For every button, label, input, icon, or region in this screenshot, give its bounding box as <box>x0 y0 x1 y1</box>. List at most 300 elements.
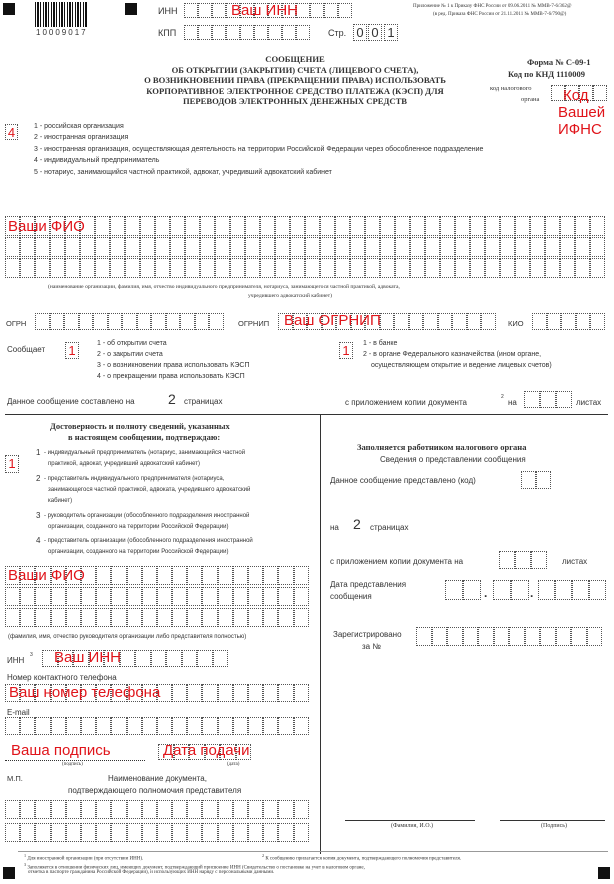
name-row-1-cell <box>545 216 560 236</box>
doc-row-2-cell <box>172 823 187 842</box>
email-field-cell <box>187 717 202 735</box>
ogrn-field-cell <box>151 313 166 330</box>
confirm-fio-row-3-cell <box>202 608 217 627</box>
ogrn-field-cell <box>195 313 210 330</box>
tax-attach-field-cell <box>515 551 531 569</box>
name-row-3-cell <box>80 258 95 278</box>
name-row-2-cell <box>260 237 275 257</box>
name-row-1-cell <box>410 216 425 236</box>
name-row-3-cell <box>20 258 35 278</box>
tax-code-field-cell <box>593 85 607 101</box>
doc-row-1-cell <box>51 800 66 819</box>
name-row-2-cell <box>590 237 605 257</box>
org-type-options <box>34 121 483 178</box>
kio-field-cell <box>590 313 605 330</box>
tax-reg-field-cell <box>478 627 494 646</box>
name-row-2-cell <box>545 237 560 257</box>
phone-field-cell <box>187 684 202 702</box>
name-hint: Ваши ФИО <box>8 218 85 235</box>
confirm-fio-row-3-cell <box>81 608 96 627</box>
doc-row-1-cell <box>81 800 96 819</box>
confirm-fio-row-3-cell <box>263 608 278 627</box>
kpp-field-cell <box>198 25 212 40</box>
doc-row-1-cell <box>294 800 309 819</box>
tax-code-label-2: органа <box>521 96 540 103</box>
name-row-3-cell <box>380 258 395 278</box>
name-row-3-cell <box>35 258 50 278</box>
name-row-2-cell <box>140 237 155 257</box>
kpp-field-cell <box>268 25 282 40</box>
name-row-3-cell <box>410 258 425 278</box>
inn-field-cell <box>184 3 198 18</box>
email-field-cell <box>294 717 309 735</box>
org-type-option-5: 5 - нотариус, занимающийся частной практикой, адвокат, учредивший адвокатский кабинет <box>34 168 332 176</box>
title-line-5: ПЕРЕВОДОВ ЭЛЕКТРОННЫХ ДЕНЕЖНЫХ СРЕДСТВ <box>182 96 408 106</box>
name-row-1-cell <box>500 216 515 236</box>
phone-hint: Ваш номер телефона <box>9 684 161 701</box>
doc-row-1-cell <box>35 800 50 819</box>
confirm-fio-row-2-cell <box>202 587 217 606</box>
tax-reg-field-cell <box>571 627 587 646</box>
page-label: Стр. <box>328 28 347 38</box>
email-field-cell <box>51 717 66 735</box>
submitted-code-field-cell <box>536 471 551 489</box>
doc-row-2[interactable] <box>5 823 309 842</box>
confirm-fio-row-2[interactable] <box>5 587 309 606</box>
confirm-fio-row-3-cell <box>96 608 111 627</box>
confirm-fio-row-3-cell <box>20 608 35 627</box>
email-field-cell <box>218 717 233 735</box>
confirm-fio-row-1-cell <box>233 566 248 585</box>
kio-field-cell <box>532 313 547 330</box>
name-row-2-cell <box>320 237 335 257</box>
tax-date-month[interactable] <box>493 580 529 600</box>
name-row-3-cell <box>515 258 530 278</box>
phone-field-cell <box>278 684 293 702</box>
email-field-cell <box>96 717 111 735</box>
phone-field-cell <box>263 684 278 702</box>
name-row-2-cell <box>515 237 530 257</box>
ogrn-field-cell <box>79 313 94 330</box>
name-row-2-cell <box>20 237 35 257</box>
attach-sheets-field-cell <box>524 391 540 408</box>
name-row-1-cell <box>515 216 530 236</box>
tax-reg-field-cell <box>587 627 603 646</box>
confirm-fio-row-3-cell <box>111 608 126 627</box>
name-row-1-cell <box>395 216 410 236</box>
email-field-cell <box>142 717 157 735</box>
confirm-fio-row-3-cell <box>51 608 66 627</box>
kpp-field-cell <box>226 25 240 40</box>
attach-sheets-field[interactable] <box>524 391 572 408</box>
signature-caption: (подпись) <box>62 762 83 767</box>
confirm-fio-row-1-cell <box>111 566 126 585</box>
tax-reg-field[interactable] <box>416 627 602 646</box>
inn-label: ИНН <box>158 6 178 16</box>
title-line-1: СООБЩЕНИЕ <box>265 54 325 64</box>
corner-mark-top-right <box>125 3 137 15</box>
name-row-2-cell <box>395 237 410 257</box>
name-row-2-cell <box>365 237 380 257</box>
confirm-fio-row-1-cell <box>248 566 263 585</box>
tax-attach-label: с приложением копии документа на <box>330 557 464 566</box>
ogrnip-field-cell <box>380 313 395 330</box>
attach-on: на <box>508 398 517 407</box>
confirm-inn-field-cell <box>213 650 229 667</box>
confirm-fio-row-2-cell <box>187 587 202 606</box>
tax-reg-field-cell <box>525 627 541 646</box>
doc-title-1: Наименование документа, <box>108 774 207 783</box>
inn-field-cell <box>310 3 324 18</box>
doc-title-2: подтверждающего полномочия представителя <box>68 786 242 795</box>
tax-pages-on: на <box>330 523 339 532</box>
name-row-1-cell <box>140 216 155 236</box>
name-row-1-cell <box>290 216 305 236</box>
name-row-2-cell <box>215 237 230 257</box>
email-label: E-mail <box>7 708 30 717</box>
where-value[interactable]: 1 <box>339 342 353 359</box>
ogrn-field-cell <box>209 313 224 330</box>
name-row-3-cell <box>215 258 230 278</box>
confirm-fio-row-1-cell <box>127 566 142 585</box>
confirm-num-4: 4 <box>36 536 41 545</box>
name-row-2-cell <box>335 237 350 257</box>
tax-office-title: Заполняется работником налогового органа <box>357 442 527 452</box>
kio-field-cell <box>576 313 591 330</box>
name-row-2-cell <box>5 237 20 257</box>
tax-code-hint-1: Код <box>563 87 589 104</box>
confirm-fio-row-1-cell <box>172 566 187 585</box>
name-row-1-cell <box>350 216 365 236</box>
confirm-fio-row-1-cell <box>294 566 309 585</box>
kpp-label: КПП <box>158 28 177 38</box>
name-row-1-cell <box>575 216 590 236</box>
confirm-num-3: 3 <box>36 511 41 520</box>
tax-date-label-1: Дата представления <box>330 580 407 589</box>
name-row-1-cell <box>425 216 440 236</box>
confirm-fio-row-3-cell <box>142 608 157 627</box>
ogrn-field-cell <box>137 313 152 330</box>
tax-reg-field-cell <box>509 627 525 646</box>
name-row-1-cell <box>380 216 395 236</box>
confirm-fio-row-3-cell <box>157 608 172 627</box>
tax-date-month-cell <box>493 580 511 600</box>
name-row-3-cell <box>395 258 410 278</box>
footnote-3b: отметка в паспорте гражданина Российской Федерации), и использующих ИНН наряду с персональными данными. <box>28 870 275 875</box>
name-row-2[interactable] <box>5 237 605 257</box>
name-row-1-cell <box>215 216 230 236</box>
email-field-cell <box>35 717 50 735</box>
reports-label: Сообщает <box>7 345 46 354</box>
confirm-value[interactable]: 1 <box>5 455 19 473</box>
confirm-inn-field-cell <box>197 650 213 667</box>
name-row-3-cell <box>425 258 440 278</box>
ogrn-field-cell <box>35 313 50 330</box>
name-row-1-cell <box>170 216 185 236</box>
name-row-2-cell <box>350 237 365 257</box>
name-row-1-cell <box>200 216 215 236</box>
confirm-fio-row-2-cell <box>248 587 263 606</box>
name-row-2-cell <box>560 237 575 257</box>
phone-field-cell <box>233 684 248 702</box>
email-field[interactable] <box>5 717 309 735</box>
name-row-1-cell <box>590 216 605 236</box>
confirm-fio-row-2-cell <box>66 587 81 606</box>
doc-row-1-cell <box>127 800 142 819</box>
confirm-fio-row-2-cell <box>263 587 278 606</box>
confirm-inn-hint: Ваш ИНН <box>54 649 121 666</box>
tax-reg-label-1: Зарегистрировано <box>333 630 402 639</box>
name-row-1-cell <box>125 216 140 236</box>
ogrnip-field-cell <box>481 313 496 330</box>
submitted-code-field[interactable] <box>521 471 551 489</box>
confirm-fio-row-1-cell <box>278 566 293 585</box>
ogrnip-label: ОГРНИП <box>238 319 270 328</box>
email-field-cell <box>263 717 278 735</box>
doc-row-1-cell <box>66 800 81 819</box>
title-line-2: ОБ ОТКРЫТИИ (ЗАКРЫТИИ) СЧЕТА (ЛИЦЕВОГО СЧЕТА), <box>171 64 419 75</box>
confirm-opt4-a: - представитель организации (обособленного подразделения иностранной <box>44 538 253 544</box>
org-type-value[interactable]: 4 <box>5 124 18 140</box>
name-row-1-cell <box>155 216 170 236</box>
section-divider <box>5 414 608 415</box>
page-digit-3[interactable]: 1 <box>384 24 398 41</box>
tax-date-day[interactable] <box>445 580 481 600</box>
name-row-3-cell <box>185 258 200 278</box>
column-divider <box>320 414 321 854</box>
date-caption: (дата) <box>227 762 240 767</box>
tax-attach-sheets: листах <box>562 557 588 566</box>
reports-option-1: 1 - об открытии счета <box>97 340 167 347</box>
name-row-1-cell <box>260 216 275 236</box>
org-type-option-4: 4 - индивидуальный предприниматель <box>34 157 160 165</box>
confirm-fio-row-1-cell <box>218 566 233 585</box>
ogrnip-field-cell <box>467 313 482 330</box>
tax-reg-field-cell <box>556 627 572 646</box>
attach-sup: 2 <box>501 394 504 400</box>
tax-attach-field[interactable] <box>499 551 547 569</box>
name-row-1-cell <box>470 216 485 236</box>
phone-field-cell <box>202 684 217 702</box>
barcode-number: 10009017 <box>36 28 88 37</box>
kpp-field-cell <box>184 25 198 40</box>
name-row-3-cell <box>275 258 290 278</box>
tax-fio-line <box>345 820 475 821</box>
reports-option-2: 2 - о закрытии счета <box>97 351 163 358</box>
tax-date-year-cell <box>555 580 572 600</box>
kpp-field-cell <box>240 25 254 40</box>
ogrnip-field-cell <box>452 313 467 330</box>
page-digit-1[interactable]: 0 <box>353 24 367 41</box>
confirm-fio-row-1-cell <box>263 566 278 585</box>
name-row-1-cell <box>320 216 335 236</box>
kio-field-cell <box>547 313 562 330</box>
confirm-fio-row-3-cell <box>35 608 50 627</box>
name-row-2-cell <box>170 237 185 257</box>
doc-row-2-cell <box>263 823 278 842</box>
org-type-option-2: 2 - иностранная организация <box>34 134 129 142</box>
doc-row-2-cell <box>66 823 81 842</box>
ogrn-field-cell <box>64 313 79 330</box>
doc-row-2-cell <box>35 823 50 842</box>
name-row-1-cell <box>185 216 200 236</box>
form-number: Форма № С-09-1 <box>527 57 591 67</box>
name-row-3-cell <box>290 258 305 278</box>
doc-row-1-cell <box>172 800 187 819</box>
ogrn-field[interactable] <box>35 313 224 330</box>
phone-field-cell <box>248 684 263 702</box>
name-row-2-cell <box>500 237 515 257</box>
date-hint: Дата подачи <box>163 742 250 759</box>
reports-option-4: 4 - о прекращении права использовать КЭСП <box>97 373 245 380</box>
tax-pages-count[interactable]: 2 <box>353 516 361 532</box>
name-row-1-cell <box>560 216 575 236</box>
confirm-fio-row-2-cell <box>233 587 248 606</box>
confirm-fio-row-2-cell <box>218 587 233 606</box>
page-digit-2[interactable]: 0 <box>368 24 382 41</box>
tax-date-day-cell <box>445 580 463 600</box>
doc-row-1-cell <box>96 800 111 819</box>
name-row-3-cell <box>125 258 140 278</box>
ogrnip-field-cell <box>409 313 424 330</box>
pages-count[interactable]: 2 <box>168 391 176 407</box>
name-caption-2: учредившего адвокатский кабинет) <box>248 293 332 299</box>
confirm-title-1: Достоверность и полноту сведений, указанных <box>50 421 230 431</box>
name-row-2-cell <box>35 237 50 257</box>
phone-field-cell <box>218 684 233 702</box>
reports-option-3: 3 - о возникновении права использовать КЭСП <box>97 362 250 369</box>
name-row-1-cell <box>275 216 290 236</box>
doc-row-1[interactable] <box>5 800 309 819</box>
corner-mark-top-left <box>3 3 15 15</box>
pages-word: страницах <box>184 397 223 406</box>
name-row-1-cell <box>485 216 500 236</box>
doc-row-2-cell <box>5 823 20 842</box>
appendix-line-2: (в ред. Приказа ФНС России от 21.11.2011 № ММВ-7-6/790@) <box>433 12 567 17</box>
doc-row-1-cell <box>5 800 20 819</box>
phone-label: Номер контактного телефона <box>7 673 117 682</box>
name-row-2-cell <box>155 237 170 257</box>
doc-row-2-cell <box>248 823 263 842</box>
ogrn-field-cell <box>180 313 195 330</box>
name-row-1-cell <box>365 216 380 236</box>
name-caption-1: (наименование организации, фамилия, имя, отчество индивидуального предпринимателя, нотариуса, занимающегося частной практикой, адвоката, <box>48 284 400 290</box>
name-row-3-cell <box>170 258 185 278</box>
email-field-cell <box>66 717 81 735</box>
confirm-fio-row-2-cell <box>20 587 35 606</box>
name-row-1[interactable] <box>5 216 605 236</box>
name-row-2-cell <box>575 237 590 257</box>
title-line-3: О ВОЗНИКНОВЕНИИ ПРАВА (ПРЕКРАЩЕНИИ ПРАВА) ИСПОЛЬЗОВАТЬ <box>144 75 446 85</box>
confirm-inn-sup: 3 <box>30 652 33 658</box>
name-row-3-cell <box>545 258 560 278</box>
confirm-fio-row-3-cell <box>233 608 248 627</box>
tax-sign-caption: (Подпись) <box>541 823 568 829</box>
tax-date-year[interactable] <box>538 580 606 600</box>
confirm-fio-row-3-cell <box>218 608 233 627</box>
email-field-cell <box>233 717 248 735</box>
name-row-1-cell <box>530 216 545 236</box>
footnote-1: $^1$ Для иностранной организации (при отсутствии ИНН). <box>24 853 144 862</box>
name-row-1-cell <box>455 216 470 236</box>
email-field-cell <box>172 717 187 735</box>
tax-code-label-1: код налогового <box>490 85 532 92</box>
confirm-fio-row-2-cell <box>111 587 126 606</box>
inn-field-cell <box>324 3 338 18</box>
name-row-3-cell <box>470 258 485 278</box>
email-field-cell <box>248 717 263 735</box>
tax-date-day-cell <box>463 580 481 600</box>
tax-code-hint-2: Вашей <box>558 104 606 121</box>
kio-label: КИО <box>508 319 524 328</box>
name-row-1-cell <box>95 216 110 236</box>
doc-row-2-cell <box>218 823 233 842</box>
ogrnip-field-cell <box>438 313 453 330</box>
kpp-field[interactable] <box>184 25 310 40</box>
tax-date-dot-1: . <box>484 586 488 600</box>
doc-row-2-cell <box>96 823 111 842</box>
attach-sheets-word: листах <box>576 398 602 407</box>
doc-row-2-cell <box>81 823 96 842</box>
doc-row-1-cell <box>218 800 233 819</box>
name-row-3-cell <box>485 258 500 278</box>
name-row-3-cell <box>575 258 590 278</box>
confirm-fio-row-3-cell <box>278 608 293 627</box>
where-option-2: 2 - в органе Федерального казначейства (ином органе, <box>363 351 542 358</box>
doc-row-2-cell <box>157 823 172 842</box>
confirm-title-2: в настоящем сообщении, подтверждаю: <box>68 432 221 442</box>
name-row-2-cell <box>410 237 425 257</box>
name-row-3-cell <box>50 258 65 278</box>
tax-office-subtitle: Сведения о представлении сообщения <box>380 455 526 464</box>
name-row-1-cell <box>305 216 320 236</box>
confirm-opt4-b: организации, созданного на территории Российской Федерации) <box>48 549 229 555</box>
ogrn-field-cell <box>93 313 108 330</box>
name-row-2-cell <box>440 237 455 257</box>
name-row-3-cell <box>365 258 380 278</box>
confirm-opt1-b: практикой, адвокат, учредивший адвокатский кабинет) <box>48 461 201 467</box>
confirm-fio-row-3-cell <box>5 608 20 627</box>
confirm-fio-row-3-cell <box>187 608 202 627</box>
confirm-num-2: 2 <box>36 474 41 483</box>
confirm-fio-row-2-cell <box>172 587 187 606</box>
name-row-3-cell <box>110 258 125 278</box>
doc-row-2-cell <box>187 823 202 842</box>
kio-field[interactable] <box>532 313 605 330</box>
tax-date-label-2: сообщения <box>330 592 372 601</box>
ogrnip-field-cell <box>423 313 438 330</box>
doc-row-1-cell <box>142 800 157 819</box>
email-field-cell <box>278 717 293 735</box>
kio-field-cell <box>561 313 576 330</box>
title-line-4: КОРПОРАТИВНОЕ ЭЛЕКТРОННОЕ СРЕДСТВО ПЛАТЕЖА (КЭСП) ДЛЯ <box>146 85 444 96</box>
tax-code-hint-3: ИФНС <box>558 121 602 138</box>
ogrnip-hint: Ваш ОГРНИП <box>284 312 381 329</box>
confirm-fio-row-3-cell <box>127 608 142 627</box>
inn-field-cell <box>212 3 226 18</box>
name-row-3[interactable] <box>5 258 605 278</box>
tax-date-year-cell <box>572 580 589 600</box>
kpp-field-cell <box>212 25 226 40</box>
tax-reg-field-cell <box>447 627 463 646</box>
confirm-fio-row-2-cell <box>294 587 309 606</box>
doc-row-1-cell <box>111 800 126 819</box>
confirm-fio-row-2-cell <box>142 587 157 606</box>
tax-reg-field-cell <box>432 627 448 646</box>
confirm-fio-row-3[interactable] <box>5 608 309 627</box>
reports-value[interactable]: 1 <box>65 342 79 359</box>
doc-row-2-cell <box>278 823 293 842</box>
